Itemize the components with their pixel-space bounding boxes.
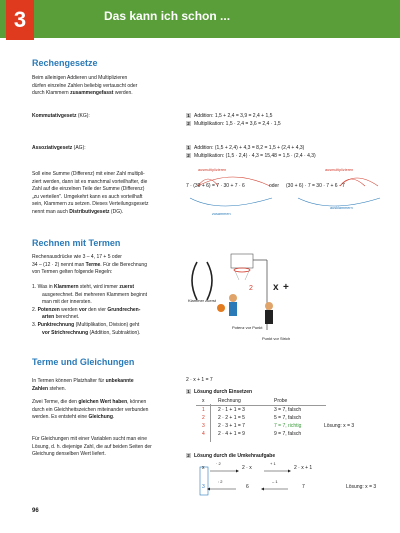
ausklammern-label-right: ausklammern	[330, 206, 353, 210]
rechenregel-2: 2. Potenzen werden vor den vier Grundrechen-	[32, 306, 141, 313]
gleichungen-paragraph-1: In Termen können Platzhalter für unbekannte Zahlen stehen.	[32, 378, 134, 392]
illus-label-potenz: Potenz vor Punkt	[232, 325, 263, 330]
assoziativgesetz-label: Assoziativgesetz (AG):	[32, 145, 86, 151]
gleichungen-paragraph-3: Für Gleichungen mit einer Variablen sucht man eine Lösung, d. h. diejenige Zahl, die auf beiden Seiten der Gleichung denselben Wert liefert.	[32, 436, 152, 458]
player-body-icon	[229, 302, 237, 316]
rechnen-intro: Rechenausdrücke wie 3 – 4, 17 + 5 oder 34 – (12 · 2) nennt man Terme. Für die Berechnung von Termen gelten folgende Regeln:	[32, 254, 147, 276]
ausmultiplizieren-label-right: ausmultiplizieren	[325, 168, 354, 172]
bracket-left-icon	[192, 262, 197, 300]
kommutativgesetz-examples: 1 Addition: 1,5 + 2,4 = 3,9 = 2,4 + 1,5 2 Multiplikation: 1,5 · 2,4 = 3,6 = 2,4 · 1,5	[187, 113, 281, 127]
gleichung-beispiel: 2 · x + 1 = 7	[186, 377, 213, 383]
table-row: 3 2 · 3 + 1 = 7 7 = 7, richtig Lösung: x = 3	[202, 423, 355, 429]
distributivgesetz-equation-1: 7 · (30 + 6) = 7 · 30 + 7 · 6	[186, 183, 245, 189]
umkehraufgabe-diagram: x · 2 2 · x + 1 2 · x + 1 3 : 2 6 – 1 7 Lösung: x = 3	[196, 462, 392, 498]
power-exponent: 2	[249, 285, 253, 292]
table-row: 1 2 · 1 + 1 = 3 3 = 7, falsch	[202, 407, 302, 413]
loesung-umkehr: Lösung: x = 3	[346, 484, 377, 490]
multiply-symbol: x	[273, 282, 279, 293]
section-heading-rechengesetze: Rechengesetze	[32, 58, 98, 68]
player-head-icon	[229, 294, 237, 302]
methode-1-title: 1 Lösung durch Einsetzen	[187, 389, 253, 395]
referee-body-icon	[265, 310, 273, 324]
basketball-icon	[217, 304, 225, 312]
distributivgesetz-text: Soll eine Summe (Differenz) mit einer Zahl multipli- ziert werden, dann ist es manchmal vorteilhafter, die Zahl auf die einzelnen Teile der Summe (Differenz) „zu verteilen". Umgekehrt kann es auch vorteilhaft sein, Klammern zu setzen. Dieses Verteilungsgesetz nennt man auch Distributivgesetz (DG).	[32, 171, 149, 215]
plus-symbol: +	[283, 282, 289, 293]
loesung-einsetzen: Lösung: x = 3	[324, 423, 355, 429]
section-heading-rechnen-mit-termen: Rechnen mit Termen	[32, 238, 121, 248]
methode-2-title: 2 Lösung durch die Umkehraufgabe	[187, 453, 276, 459]
page-number: 96	[32, 508, 39, 514]
hoop-ring-icon	[234, 268, 250, 272]
table-row: 2 2 · 2 + 1 = 5 5 = 7, falsch	[202, 415, 302, 421]
ausklammern-label-left: zusammen	[212, 212, 231, 216]
illus-label-klammer: Klammer zuerst	[188, 298, 217, 303]
section-heading-terme-und-gleichungen: Terme und Gleichungen	[32, 357, 135, 367]
table-header: x Rechnung Probe	[202, 398, 288, 404]
gleichungen-paragraph-2: Zwei Terme, die den gleichen Wert haben, können durch ein Gleichheitszeichen miteinander verbunden werden. Es entsteht eine Gleichung.	[32, 399, 149, 421]
rechenregel-3: 3. Punktrechnung (Multiplikation, Division) geht	[32, 321, 140, 328]
chapter-title: Das kann ich schon ...	[104, 9, 231, 23]
einsetzen-table	[196, 398, 388, 444]
distributivgesetz-oder: oder	[269, 183, 280, 189]
rechenregeln-list: 1. Was in Klammern steht, wird immer zuerst ausgerechnet. Bei mehreren Klammern beginnt man mit der innersten. 2. Potenzen werden vor den vier Grundrechen- arten berechnet. 3. Punktrechnung (Multiplikation, Division) geht vor Strichrechnung (Addition, Subtraktion).	[32, 284, 192, 337]
ausklammern-arc-left	[190, 198, 272, 206]
rechengesetze-intro: Beim alleinigen Addieren und Multiplizieren dürfen einzelne Zahlen beliebig vertauscht oder durch Klammern zusammengefasst werden.	[32, 75, 138, 97]
ausmultiplizieren-arc-right-2	[340, 178, 378, 186]
table-row: 4 2 · 4 + 1 = 9 9 = 7, falsch	[202, 431, 302, 437]
distributivgesetz-equation-2: (30 + 6) · 7 = 30 · 7 + 6 · 7	[286, 183, 345, 189]
hoop-board-icon	[231, 254, 253, 268]
illus-label-punkt: Punkt vor Strich	[262, 336, 291, 341]
kommutativgesetz-label: Kommutativgesetz (KG):	[32, 113, 90, 119]
bracket-right-icon	[207, 262, 212, 300]
ausklammern-arc-right	[298, 198, 380, 206]
chapter-number: 3	[6, 0, 34, 40]
ausmultiplizieren-label-left: ausmultiplizieren	[198, 168, 227, 172]
referee-head-icon	[265, 302, 273, 310]
rechenregel-1: 1. Was in Klammern steht, wird immer zuerst	[32, 284, 135, 290]
assoziativgesetz-examples: 1 Addition: (1,5 + 2,4) + 4,3 = 8,2 = 1,5 + (2,4 + 4,3) 2 Multiplikation: (1,5 · 2,4) · 4,3 = 15,48 = 1,5 · (2,4 · 4,3)	[187, 145, 316, 159]
